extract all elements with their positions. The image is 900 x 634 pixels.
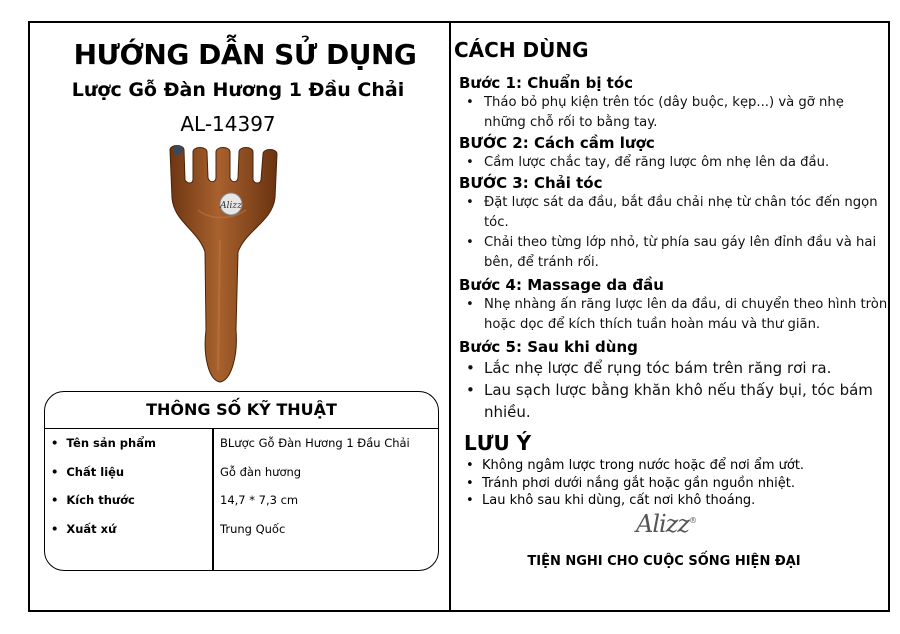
step-title: BƯỚC 2: Cách cầm lược xyxy=(459,134,655,152)
usage-section xyxy=(454,38,888,510)
spec-key: • Tên sản phẩm xyxy=(45,436,212,450)
notes-list xyxy=(454,457,888,510)
spec-table xyxy=(44,391,439,571)
spec-title: THÔNG SỐ KỸ THUẬT xyxy=(45,392,438,429)
step-items xyxy=(454,193,888,273)
step-title: Bước 5: Sau khi dùng xyxy=(459,338,638,356)
brand-logo-text: Alizz xyxy=(636,510,689,538)
step-items xyxy=(454,357,888,423)
step-items xyxy=(454,153,888,173)
page-title: HƯỚNG DẪN SỬ DỤNG xyxy=(73,38,417,71)
step-item: • Lắc nhẹ lược để rụng tóc bám trên răng rơi ra. xyxy=(454,357,888,379)
step-items xyxy=(454,295,888,335)
step-item: • Cầm lược chắc tay, để răng lược ôm nhẹ lên da đầu. xyxy=(454,153,888,173)
column-divider xyxy=(449,21,451,612)
note-item: • Không ngâm lược trong nước hoặc để nơi ẩm ướt. xyxy=(454,457,888,475)
product-name: Lược Gỗ Đàn Hương 1 Đầu Chải xyxy=(71,79,405,101)
spec-row xyxy=(45,429,438,458)
brand-logo xyxy=(634,510,698,538)
note-item: • Tránh phơi dưới nắng gắt hoặc gần nguồn nhiệt. xyxy=(454,475,888,493)
spec-rows xyxy=(45,429,438,543)
brand-slogan: TIỆN NGHI CHO CUỘC SỐNG HIỆN ĐẠI xyxy=(527,554,801,569)
spec-row xyxy=(45,486,438,515)
steps-list xyxy=(454,73,888,423)
spec-column-divider xyxy=(212,429,214,571)
comb-badge-text: Alizz xyxy=(220,201,242,211)
spec-value: Gỗ đàn hương xyxy=(220,464,302,479)
note-item: • Lau khô sau khi dùng, cất nơi khô thoáng. xyxy=(454,492,888,510)
notes-heading: LƯU Ý xyxy=(464,431,532,455)
spec-value: BLược Gỗ Đàn Hương 1 Đầu Chải xyxy=(220,436,410,451)
spec-value: Trung Quốc xyxy=(220,521,286,536)
registered-mark: ® xyxy=(688,516,696,525)
step-title: Bước 1: Chuẩn bị tóc xyxy=(459,74,634,92)
comb-image xyxy=(160,140,300,386)
step-title: Bước 4: Massage da đầu xyxy=(459,276,664,294)
step-title: BƯỚC 3: Chải tóc xyxy=(459,174,603,192)
spec-value: 14,7 * 7,3 cm xyxy=(220,493,299,508)
step-item: • Chải theo từng lớp nhỏ, từ phía sau gáy lên đỉnh đầu và hai bên, để tránh rối. xyxy=(454,233,888,273)
usage-heading: CÁCH DÙNG xyxy=(454,38,589,62)
step-item: • Tháo bỏ phụ kiện trên tóc (dây buộc, kẹp...) và gỡ nhẹ những chỗ rối to bằng tay. xyxy=(454,93,888,133)
product-code: AL-14397 xyxy=(180,112,276,136)
step-item: • Đặt lược sát da đầu, bắt đầu chải nhẹ từ chân tóc đến ngọn tóc. xyxy=(454,193,888,233)
step-items xyxy=(454,93,888,133)
spec-row xyxy=(45,458,438,487)
spec-key: • Chất liệu xyxy=(45,465,212,479)
spec-key: • Kích thước xyxy=(45,493,212,507)
spec-key: • Xuất xứ xyxy=(45,522,212,536)
spec-row xyxy=(45,515,438,544)
step-item: • Lau sạch lược bằng khăn khô nếu thấy bụi, tóc bám nhiều. xyxy=(454,379,888,423)
step-item: • Nhẹ nhàng ấn răng lược lên da đầu, di chuyển theo hình tròn hoặc dọc để kích thích tuần hoàn máu và thư giãn. xyxy=(454,295,888,335)
